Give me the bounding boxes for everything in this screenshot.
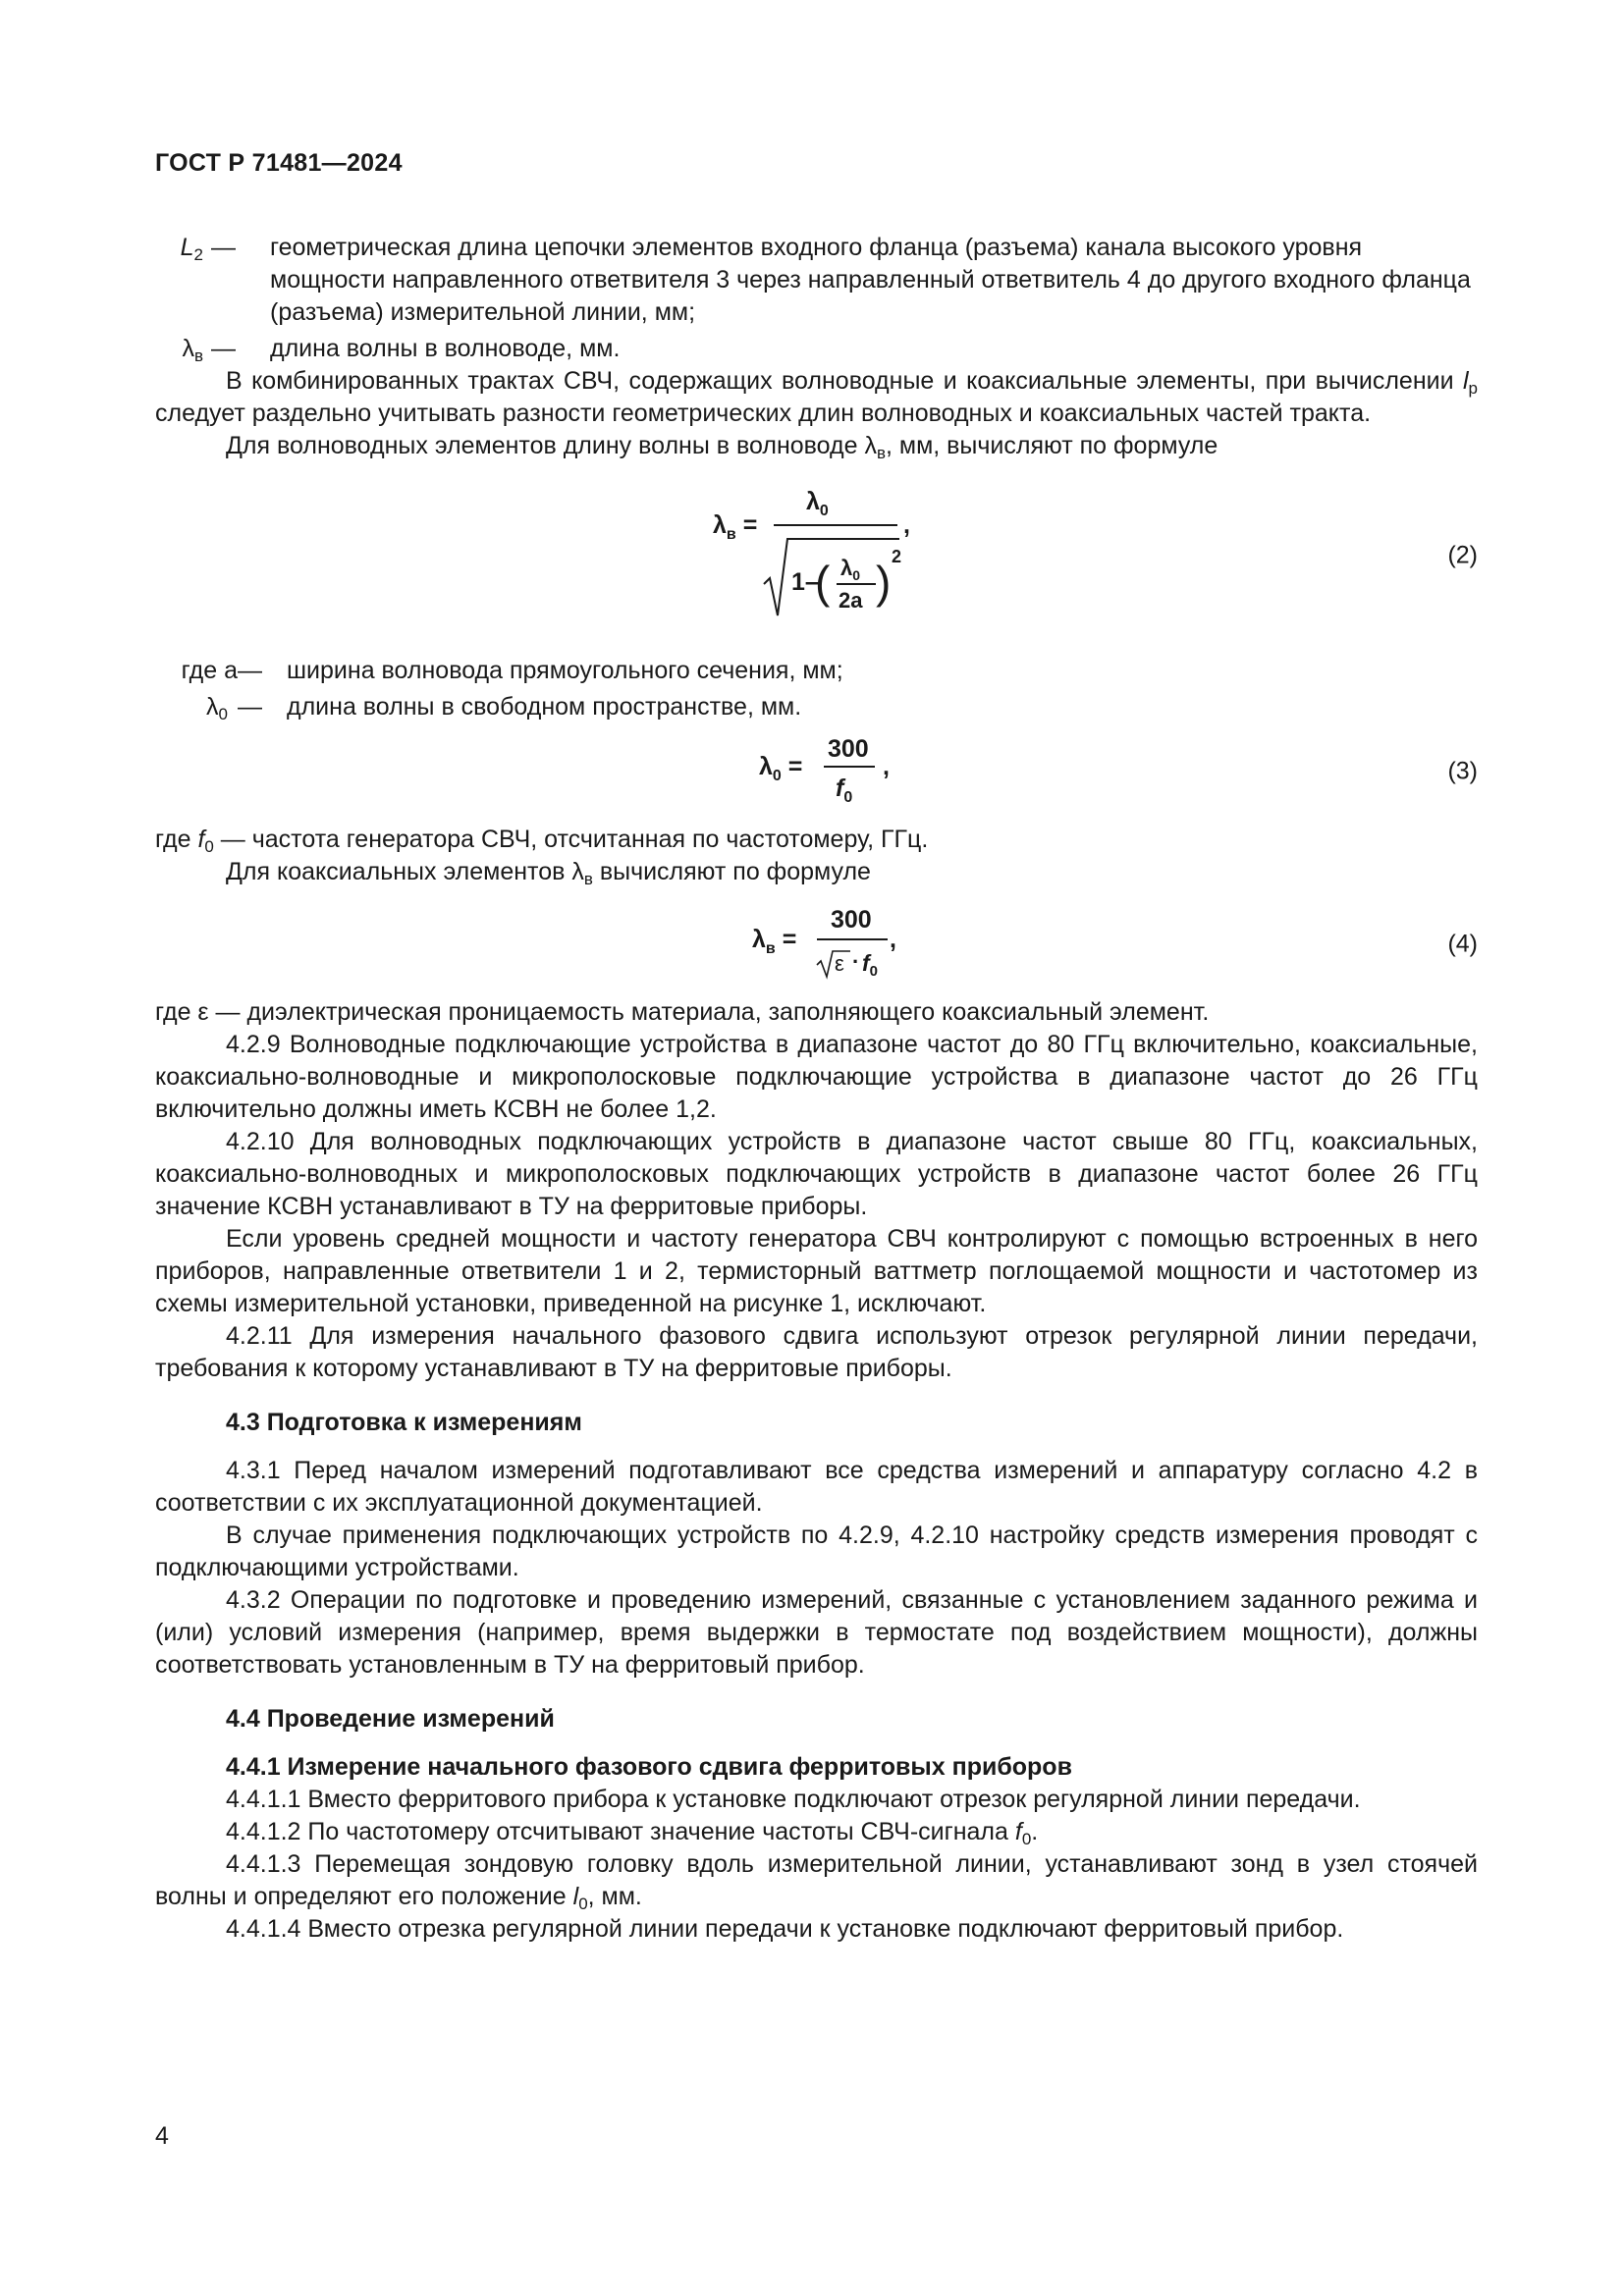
definition-L2	[155, 232, 1478, 329]
formula-2	[155, 482, 1478, 629]
paragraph-if-builtin: Если уровень средней мощности и частоту генератора СВЧ контролируют с помощью встроенных в него приборов, направленные ответвители 1 и 2, термисторный ваттметр поглощаемой мощности и частотомер из схемы измерительной установки, приведенной на рисунке 1, исключают.	[155, 1225, 1478, 1317]
formula-den-f: $f_0$	[862, 950, 879, 980]
where-lambda0	[155, 691, 1478, 723]
where-text: длина волны в свободном пространстве, мм.	[287, 693, 802, 721]
definition-text: геометрическая длина цепочки элементов входного фланца (разъема) канала высокого уровня мощности направленного ответвителя 3 через направленный ответвитель 4 до другого входного фланца (разъема) измерительной линии, мм;	[270, 234, 1471, 326]
formula-numerator: 300	[831, 906, 872, 934]
where-f0: где $f_0$ — частота генератора СВЧ, отсчитанная по частотомеру, ГГц.	[155, 826, 929, 856]
where-symbol: $\lambda_0$	[206, 693, 228, 723]
definition-dash: —	[211, 335, 236, 362]
paragraph-coax-formula-intro: Для коаксиальных элементов $\lambda_в$ вычисляют по формуле	[226, 858, 871, 888]
where-eps: где ε — диэлектрическая проницаемость материала, заполняющего коаксиальный элемент.	[155, 998, 1210, 1026]
formula-numerator: $\lambda_0$	[806, 488, 829, 519]
formula-lhs: $\lambda_0$ =	[759, 753, 803, 784]
formula-number: (4)	[1447, 930, 1478, 958]
formula-3	[155, 731, 1478, 812]
paren-left: (	[815, 557, 831, 608]
formula-trail: ,	[883, 753, 890, 780]
page-number: 4	[155, 2122, 169, 2150]
paragraph-4-2-10: 4.2.10 Для волноводных подключающих устройств в диапазоне частот свыше 80 ГГц, коаксиальных, коаксиально-волноводных и микрополосковых подключающих устройств в диапазоне частот более 26 ГГц значение КСВН устанавливают в ТУ на ферритовые приборы.	[155, 1128, 1478, 1220]
document-body	[155, 232, 1478, 1946]
sqrt-sign	[817, 951, 850, 977]
definition-symbol: $\lambda_в$	[182, 335, 203, 365]
paragraph-4-4-1-4: 4.4.1.4 Вместо отрезка регулярной линии передачи к установке подключают ферритовый прибор.	[226, 1915, 1344, 1943]
paragraph-combined-paths: В комбинированных трактах СВЧ, содержащих волноводные и коаксиальные элементы, при вычислении $l_p$ следует раздельно учитывать разности геометрических длин волноводных и коаксиальных частей тракта.	[155, 367, 1478, 427]
paragraph-4-3-1: 4.3.1 Перед началом измерений подготавливают все средства измерений и аппаратуру согласно 4.2 в соответствии с их эксплуатационной документацией.	[155, 1457, 1478, 1517]
formula-power: 2	[892, 547, 902, 566]
where-a	[155, 655, 1560, 687]
where-lead: где a	[181, 657, 238, 684]
paragraph-waveguide-formula-intro: Для волноводных элементов длину волны в волноводе $\lambda_в$, мм, вычисляют по формуле	[226, 432, 1218, 462]
paragraph-4-4-1-3: 4.4.1.3 Перемещая зондовую головку вдоль измерительной линии, устанавливают зонд в узел стоячей волны и определяют его положение $l_0$, мм.	[155, 1850, 1478, 1913]
paragraph-4-2-9: 4.2.9 Волноводные подключающие устройства в диапазоне частот до 80 ГГц включительно, коаксиальные, коаксиально-волноводные и микрополосковые подключающие устройства в диапазоне частот до 26 ГГц включительно должны иметь КСВН не более 1,2.	[155, 1031, 1478, 1123]
paragraph-4-4-1-1: 4.4.1.1 Вместо ферритового прибора к установке подключают отрезок регулярной линии передачи.	[226, 1786, 1361, 1813]
formula-4-graphic	[752, 900, 909, 988]
paragraph-4-3-2: 4.3.2 Операции по подготовке и проведению измерений, связанные с установлением заданного режима и (или) условий измерения (например, время выдержки в термостате под воздействием мощности), должны соответствовать установленным в ТУ на ферритовый прибор.	[155, 1586, 1478, 1679]
formula-denominator: $f_0$	[836, 774, 853, 806]
formula-4	[155, 900, 1478, 988]
formula-number: (3)	[1447, 757, 1478, 785]
heading-4-4-1: 4.4.1 Измерение начального фазового сдвига ферритовых приборов	[226, 1753, 1072, 1781]
definition-dash: —	[211, 234, 236, 261]
definition-text: длина волны в волноводе, мм.	[270, 335, 621, 362]
heading-4-4: 4.4 Проведение измерений	[226, 1705, 555, 1733]
formula-number: (2)	[1447, 541, 1478, 569]
definition-symbol: $L_2$	[180, 234, 203, 264]
formula-lhs: $\lambda_в$ =	[752, 926, 797, 957]
formula-one-minus: 1–	[791, 568, 819, 596]
formula-numerator: 300	[828, 735, 869, 763]
formula-den-dot: ·	[852, 949, 860, 974]
where-dash: —	[238, 657, 262, 684]
paragraph-case: В случае применения подключающих устройств по 4.2.9, 4.2.10 настройку средств измерения проводят с подключающими устройствами.	[155, 1522, 1478, 1581]
formula-trail: ,	[903, 511, 910, 539]
formula-trail: ,	[890, 926, 896, 953]
paren-right: )	[876, 557, 892, 608]
heading-4-3: 4.3 Подготовка к измерениям	[226, 1409, 582, 1436]
where-text: ширина волновода прямоугольного сечения, мм;	[287, 657, 843, 684]
where-dash: —	[238, 693, 262, 721]
formula-3-graphic	[759, 731, 896, 812]
formula-inner-denominator: 2a	[839, 588, 863, 613]
formula-2-graphic	[713, 482, 929, 629]
formula-lhs: $\lambda_в$ =	[713, 511, 758, 543]
formula-inner-numerator: $\lambda_0$	[840, 556, 861, 583]
formula-den-eps: ε	[835, 951, 844, 976]
paragraph-4-2-11: 4.2.11 Для измерения начального фазового сдвига используют отрезок регулярной линии передачи, требования к которому устанавливают в ТУ на ферритовые приборы.	[155, 1322, 1478, 1382]
paragraph-4-4-1-2: 4.4.1.2 По частотомеру отсчитывают значение частоты СВЧ-сигнала $f_0$.	[226, 1818, 1039, 1848]
document-header: ГОСТ Р 71481—2024	[155, 149, 403, 177]
definition-lambda-v	[155, 333, 1478, 365]
